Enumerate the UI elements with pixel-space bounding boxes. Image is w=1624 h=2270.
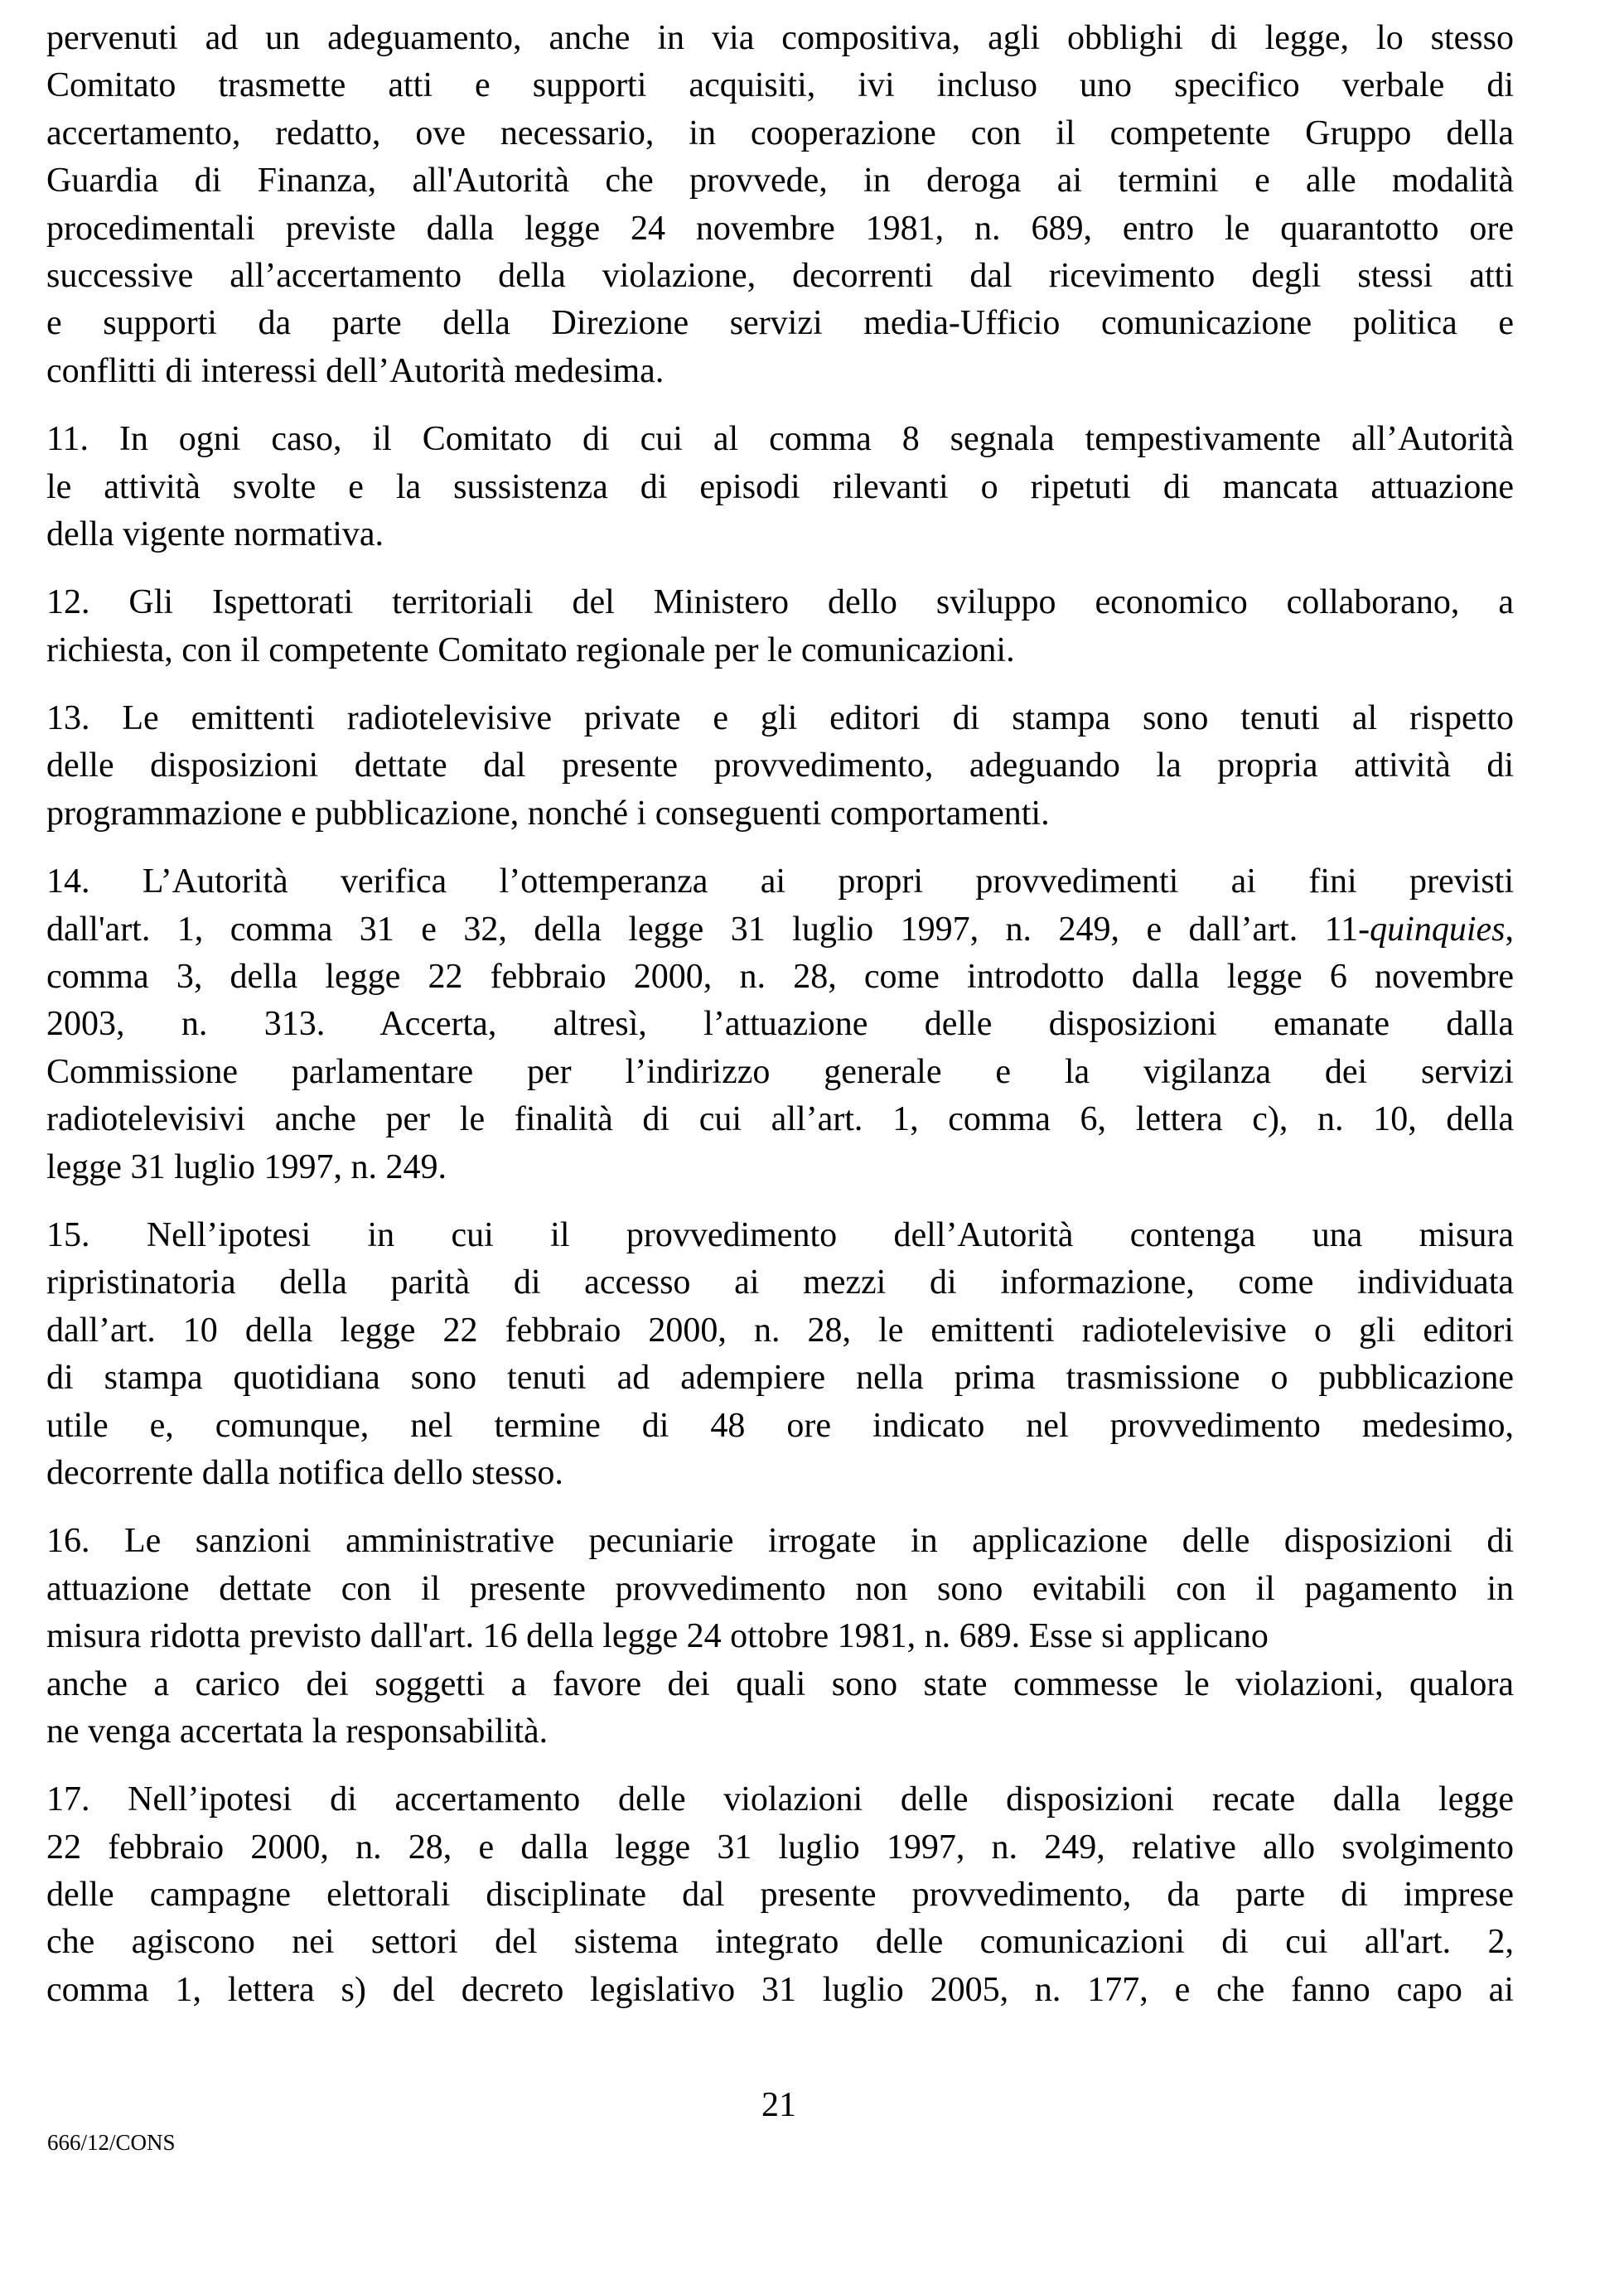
text-line: conflitti di interessi dell’Autorità medesima.	[46, 351, 665, 390]
text-line: delle disposizioni dettate dal presente provvedimento, adeguando la propria attività di	[46, 746, 1514, 785]
text-line: pervenuti ad un adeguamento, anche in via compositiva, agli obblighi di legge, lo stesso	[46, 19, 1514, 57]
text-line: 11. In ogni caso, il Comitato di cui al comma 8 segnala tempestivamente all’Autorità	[46, 420, 1514, 459]
text-line: comma 1, lettera s) del decreto legislativo 31 luglio 2005, n. 177, e che fanno capo ai	[46, 1970, 1514, 2009]
document-body	[46, 15, 1514, 2035]
text-line: comma 3, della legge 22 febbraio 2000, n. 28, come introdotto dalla legge 6 novembre	[46, 958, 1514, 997]
text-line: successive all’accertamento della violazione, decorrenti dal ricevimento degli stessi atti	[46, 256, 1514, 295]
paragraph-12	[46, 579, 1514, 674]
text-line: 2003, n. 313. Accerta, altresì, l’attuazione delle disposizioni emanate dalla	[46, 1005, 1514, 1044]
text-line: 16. Le sanzioni amministrative pecuniarie irrogate in applicazione delle disposizioni di	[46, 1522, 1514, 1561]
text-line: misura ridotta previsto dall'art. 16 della legge 24 ottobre 1981, n. 689. Esse si applicano	[46, 1617, 1269, 1656]
paragraph-11	[46, 416, 1514, 558]
text-line: legge 31 luglio 1997, n. 249.	[46, 1147, 447, 1186]
text-line: 14. L’Autorità verifica l’ottemperanza ai propri provvedimenti ai fini previsti	[46, 862, 1514, 901]
paragraph-15	[46, 1212, 1514, 1497]
text-line: 17. Nell’ipotesi di accertamento delle violazioni delle disposizioni recate dalla legge	[46, 1780, 1514, 1819]
text-line: Guardia di Finanza, all'Autorità che provvede, in deroga ai termini e alle modalità	[46, 162, 1514, 200]
text-line: della vigente normativa.	[46, 514, 384, 553]
text-segment: dall'art. 1, comma 31 e 32, della legge 31 luglio 1997, n. 249, e dall’art. 11-	[46, 910, 1370, 949]
paragraph-10-continuation	[46, 15, 1514, 395]
text-line: ripristinatoria della parità di accesso ai mezzi di informazione, come individuata	[46, 1263, 1514, 1302]
text-line: decorrente dalla notifica dello stesso.	[46, 1453, 563, 1492]
text-line: programmazione e pubblicazione, nonché i conseguenti comportamenti.	[46, 794, 1050, 833]
text-line: anche a carico dei soggetti a favore dei quali sono state commesse le violazioni, qualora	[46, 1664, 1514, 1703]
text-line: Comitato trasmette atti e supporti acquisiti, ivi incluso uno specifico verbale di	[46, 66, 1514, 105]
text-line: 12. Gli Ispettorati territoriali del Ministero dello sviluppo economico collaborano, a	[46, 583, 1514, 622]
text-line: Commissione parlamentare per l’indirizzo generale e la vigilanza dei servizi	[46, 1052, 1514, 1091]
paragraph-14	[46, 858, 1514, 1191]
text-line: di stampa quotidiana sono tenuti ad adempiere nella prima trasmissione o pubblicazione	[46, 1359, 1514, 1398]
text-line: procedimentali previste dalla legge 24 novembre 1981, n. 689, entro le quarantotto ore	[46, 209, 1514, 248]
text-line: 13. Le emittenti radiotelevisive private e gli editori di stampa sono tenuti al rispetto	[46, 699, 1514, 738]
text-line: delle campagne elettorali disciplinate dal presente provvedimento, da parte di imprese	[46, 1876, 1514, 1915]
page-number: 21	[761, 2086, 796, 2124]
text-line: utile e, comunque, nel termine di 48 ore indicato nel provvedimento medesimo,	[46, 1406, 1514, 1445]
text-line: e supporti da parte della Direzione servizi media-Ufficio comunicazione politica e	[46, 304, 1514, 343]
text-line: richiesta, con il competente Comitato regionale per le comunicazioni.	[46, 630, 1015, 669]
text-line: 15. Nell’ipotesi in cui il provvedimento dell’Autorità contenga una misura	[46, 1215, 1514, 1254]
italic-term: quinquies	[1370, 910, 1506, 949]
text-line: dall’art. 10 della legge 22 febbraio 2000, n. 28, le emittenti radiotelevisive o gli editori	[46, 1311, 1514, 1350]
text-line: le attività svolte e la sussistenza di episodi rilevanti o ripetuti di mancata attuazione	[46, 467, 1514, 506]
text-line: 22 febbraio 2000, n. 28, e dalla legge 31 luglio 1997, n. 249, relative allo svolgimento	[46, 1828, 1514, 1867]
text-line	[46, 906, 1514, 954]
paragraph-13	[46, 695, 1514, 838]
text-line: radiotelevisivi anche per le finalità di cui all’art. 1, comma 6, lettera c), n. 10, della	[46, 1100, 1514, 1139]
document-code: 666/12/CONS	[47, 2130, 176, 2155]
text-line: che agiscono nei settori del sistema integrato delle comunicazioni di cui all'art. 2,	[46, 1923, 1514, 1962]
text-line: accertamento, redatto, ove necessario, in cooperazione con il competente Gruppo della	[46, 114, 1514, 152]
text-segment: ,	[1505, 910, 1514, 949]
text-line: ne venga accertata la responsabilità.	[46, 1712, 549, 1751]
text-line: attuazione dettate con il presente provvedimento non sono evitabili con il pagamento in	[46, 1569, 1514, 1608]
paragraph-17	[46, 1776, 1514, 2014]
paragraph-16	[46, 1518, 1514, 1756]
